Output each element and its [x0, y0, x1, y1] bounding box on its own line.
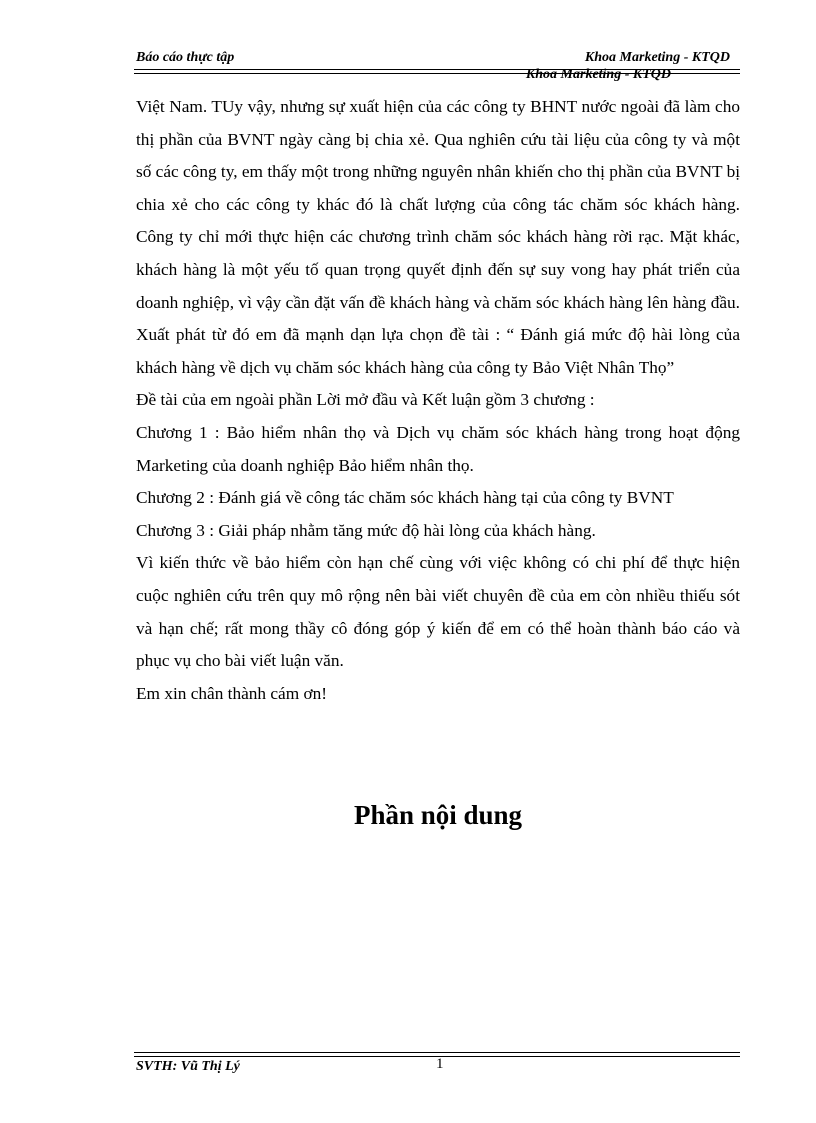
header-right-line1: Khoa Marketing - KTQD	[584, 50, 730, 65]
footer-author: SVTH: Vũ Thị Lý	[136, 1059, 240, 1074]
header-right-line2: Khoa Marketing - KTQD	[525, 67, 671, 82]
header-left: Báo cáo thực tập	[136, 50, 235, 65]
paragraph-intro: Việt Nam. TUy vậy, nhưng sự xuất hiện của các công ty BHNT nước ngoài đã làm cho thị phần của BVNT ngày càng bị chia xẻ. Qua nghiên cứu tài liệu của công ty và một số các công ty, em thấy một trong những nguyên nhân khiến cho thị phần của BVNT bị chia xẻ cho các công ty khác đó là chất lượng của công tác chăm sóc khách hàng. Công ty chỉ mới thực hiện các chương trình chăm sóc khách hàng rời rạc. Mặt khác, khách hàng là một yếu tố quan trọng quyết định đến sự suy vong hay phát triển của doanh nghiệp, vì vậy cần đặt vấn đề khách hàng và chăm sóc khách hàng lên hàng đầu. Xuất phát từ đó em đã mạnh dạn lựa chọn đề tài : “ Đánh giá mức độ hài lòng của khách hàng về dịch vụ chăm sóc khách hàng của công ty Bảo Việt Nhân Thọ”	[136, 97, 741, 377]
paragraph-chapter-2: Chương 2 : Đánh giá về công tác chăm sóc khách hàng tại của công ty BVNT	[136, 488, 674, 508]
body-text	[136, 91, 740, 710]
paragraph-limitations: Vì kiến thức về bảo hiểm còn hạn chế cùng với việc không có chi phí để thực hiện cuộc nghiên cứu trên quy mô rộng nên bài viết chuyên đề của em còn nhiều thiếu sót và hạn chế; rất mong thầy cô đóng góp ý kiến để em có thể hoàn thành báo cáo và phục vụ cho bài viết luận văn.	[136, 553, 740, 671]
paragraph-chapter-3: Chương 3 : Giải pháp nhằm tăng mức độ hài lòng của khách hàng.	[136, 520, 596, 540]
page-number: 1	[436, 1056, 444, 1072]
footer-rule-thin	[134, 1052, 740, 1053]
paragraph-structure: Đề tài của em ngoài phần Lời mở đầu và Kết luận gồm 3 chương :	[136, 390, 595, 410]
header-rule	[134, 69, 740, 70]
header-rule-thin	[134, 73, 740, 74]
section-title: Phần nội dung	[353, 800, 523, 830]
paragraph-chapter-1: Chương 1 : Bảo hiểm nhân thọ và Dịch vụ chăm sóc khách hàng trong hoạt động Marketing của doanh nghiệp Bảo hiểm nhân thọ.	[136, 422, 740, 475]
paragraph-thanks: Em xin chân thành cám ơn!	[136, 683, 328, 703]
